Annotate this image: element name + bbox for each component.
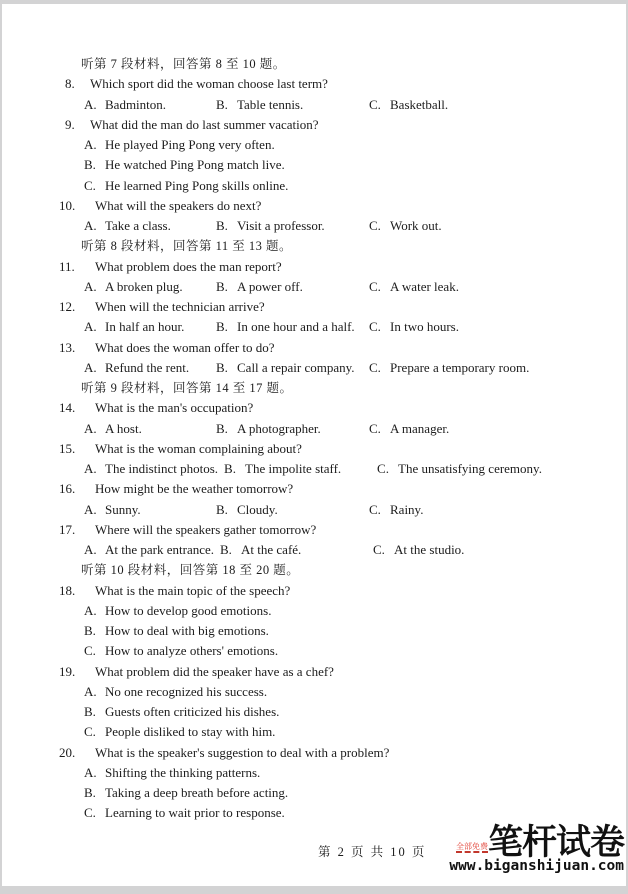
question-text: What is the speaker's suggestion to deal with a problem? — [95, 744, 390, 760]
question-text: What is the main topic of the speech? — [95, 582, 291, 598]
option — [216, 216, 369, 236]
option-text: At the café. — [241, 542, 302, 557]
questions-area — [2, 54, 626, 824]
question-text: How might be the weather tomorrow? — [95, 481, 294, 497]
option-text: Work out. — [390, 218, 442, 233]
option-label: C. — [84, 177, 96, 193]
question-number: 14. — [59, 400, 76, 416]
option-label: B. — [220, 542, 232, 557]
option-text: In two hours. — [390, 319, 459, 335]
option-label: B. — [216, 359, 228, 375]
option-label: B. — [216, 278, 228, 294]
option-text: Learning to wait prior to response. — [105, 805, 285, 821]
option — [224, 459, 377, 479]
option-text: No one recognized his success. — [105, 683, 268, 699]
option-text: How to deal with big emotions. — [105, 623, 269, 638]
question-number: 15. — [59, 440, 76, 456]
option-text: Table tennis. — [237, 96, 304, 112]
option-label: A. — [84, 461, 97, 476]
option-text: The indistinct photos. — [105, 461, 219, 476]
option — [377, 459, 548, 479]
option — [369, 317, 465, 337]
question-line — [2, 479, 626, 499]
option-label: C. — [84, 643, 96, 659]
option-label: B. — [216, 319, 228, 335]
option-row — [2, 216, 626, 236]
option — [84, 358, 216, 378]
question-text: Which sport did the woman choose last term? — [90, 76, 328, 92]
page-number: 第 2 页 共 10 页 — [318, 845, 427, 859]
option — [2, 783, 626, 803]
option — [369, 500, 429, 520]
option — [2, 621, 626, 641]
option — [2, 641, 626, 661]
option-row — [2, 358, 626, 378]
brand-watermark — [449, 823, 624, 875]
option — [84, 277, 216, 297]
question-number: 13. — [59, 339, 76, 355]
option-label: B. — [84, 704, 96, 719]
option-label: A. — [84, 683, 97, 699]
option — [369, 95, 454, 115]
option-text: At the park entrance. — [105, 542, 215, 557]
question-text: What is the man's occupation? — [95, 400, 254, 416]
option-label: A. — [84, 764, 97, 780]
option-label: A. — [84, 137, 97, 152]
option — [2, 601, 626, 621]
option-text: Basketball. — [390, 96, 449, 112]
option-label: A. — [84, 218, 97, 233]
option-text: He learned Ping Pong skills online. — [105, 177, 289, 193]
question-line — [2, 520, 626, 540]
option-row — [2, 277, 626, 297]
option-text: He played Ping Pong very often. — [105, 137, 275, 152]
question-text: When will the technician arrive? — [95, 299, 265, 314]
section-instruction: 听第 7 段材料，回答第 8 至 10 题。 — [81, 57, 286, 71]
option — [2, 763, 626, 783]
option-text: Shifting the thinking patterns. — [105, 764, 261, 780]
option-label: B. — [216, 420, 228, 436]
question-number: 10. — [59, 197, 76, 213]
option-text: A water leak. — [390, 278, 459, 294]
option-label: B. — [84, 157, 96, 173]
question-line — [2, 74, 626, 94]
option — [216, 419, 369, 439]
section-instruction: 听第 10 段材料，回答第 18 至 20 题。 — [81, 563, 300, 578]
option-label: B. — [216, 96, 228, 112]
option-text: Cloudy. — [237, 501, 278, 517]
option — [369, 277, 465, 297]
option-label: A. — [84, 319, 97, 335]
question-line — [2, 297, 626, 317]
option — [2, 682, 626, 702]
question-line — [2, 398, 626, 418]
option-label: C. — [369, 218, 381, 233]
option — [84, 317, 216, 337]
option — [216, 95, 369, 115]
option-text: Prepare a temporary room. — [390, 359, 530, 375]
option-label: C. — [369, 96, 381, 112]
question-line — [2, 439, 626, 459]
question-text: What problem does the man report? — [95, 258, 282, 274]
question-number: 11. — [59, 258, 75, 274]
option-label: C. — [84, 724, 96, 740]
option-label: A. — [84, 602, 97, 618]
question-text: What did the man do last summer vacation? — [90, 116, 319, 132]
option — [2, 176, 626, 196]
option — [369, 358, 535, 378]
question-text: What does the woman offer to do? — [95, 339, 275, 355]
option-label: C. — [369, 420, 381, 436]
option — [84, 500, 216, 520]
question-text: What is the woman complaining about? — [95, 440, 302, 456]
option — [84, 540, 220, 560]
question-text: Where will the speakers gather tomorrow? — [95, 521, 317, 537]
option-label: A. — [84, 420, 97, 436]
option-text: Taking a deep breath before acting. — [105, 785, 289, 800]
option — [216, 317, 369, 337]
option-row — [2, 419, 626, 439]
option-label: C. — [369, 501, 381, 517]
option — [216, 277, 369, 297]
watermark-tagline: 全部免费 — [456, 842, 488, 854]
option — [369, 216, 448, 236]
option-label: B. — [216, 501, 228, 517]
option-text: Visit a professor. — [237, 218, 325, 233]
page-footer — [318, 842, 426, 860]
question-number: 17. — [59, 521, 76, 537]
option-text: The impolite staff. — [245, 461, 342, 476]
question-number: 20. — [59, 744, 76, 760]
option-text: Rainy. — [390, 501, 424, 517]
question-text: What will the speakers do next? — [95, 197, 262, 213]
option — [2, 135, 626, 155]
option-text: How to analyze others' emotions. — [105, 643, 279, 659]
option-text: How to develop good emotions. — [105, 602, 272, 618]
option-label: C. — [369, 359, 381, 375]
question-line — [2, 662, 626, 682]
option-row — [2, 95, 626, 115]
option — [84, 419, 216, 439]
question-line — [2, 115, 626, 135]
question-text: What problem did the speaker have as a chef? — [95, 663, 334, 679]
option — [84, 95, 216, 115]
question-line — [2, 743, 626, 763]
option-row — [2, 500, 626, 520]
question-number: 9. — [65, 116, 75, 132]
option-label: B. — [216, 218, 228, 233]
option-text: In half an hour. — [105, 319, 185, 335]
option-row — [2, 540, 626, 560]
option — [369, 419, 455, 439]
question-line — [2, 257, 626, 277]
question-line — [2, 338, 626, 358]
option-text: A host. — [105, 420, 142, 436]
option — [216, 358, 369, 378]
question-line — [2, 196, 626, 216]
option-text: Sunny. — [105, 501, 141, 517]
option-label: C. — [373, 542, 385, 557]
question-number: 18. — [59, 582, 76, 598]
option-text: A power off. — [237, 278, 303, 294]
option-label: A. — [84, 542, 97, 557]
option-label: A. — [84, 96, 97, 112]
watermark-url: www.biganshijuan.com — [449, 858, 624, 875]
option-text: A broken plug. — [105, 278, 183, 294]
watermark-top-row — [449, 823, 624, 862]
option-text: In one hour and a half. — [237, 319, 355, 335]
question-number: 16. — [59, 481, 76, 497]
option-text: Call a repair company. — [237, 359, 355, 375]
option-text: He watched Ping Pong match live. — [105, 157, 285, 173]
option — [2, 702, 626, 722]
question-line — [2, 581, 626, 601]
option-label: C. — [369, 278, 381, 294]
option-label: A. — [84, 278, 97, 294]
option-text: The unsatisfying ceremony. — [398, 461, 542, 476]
option-label: C. — [377, 461, 389, 476]
option-row — [2, 317, 626, 337]
option-label: B. — [224, 461, 236, 476]
option — [2, 722, 626, 742]
question-number: 12. — [59, 299, 76, 314]
option-label: A. — [84, 359, 97, 375]
option-row — [2, 459, 626, 479]
question-number: 8. — [65, 76, 75, 92]
option-text: A manager. — [390, 420, 450, 436]
exam-page — [2, 4, 626, 886]
watermark-brand-text: 笔杆试卷 — [487, 823, 624, 862]
option — [216, 500, 369, 520]
option — [2, 803, 626, 823]
option-text: Take a class. — [105, 218, 171, 233]
option — [220, 540, 373, 560]
option-label: B. — [84, 623, 96, 638]
section-instruction: 听第 9 段材料，回答第 14 至 17 题。 — [81, 381, 293, 395]
option-text: A photographer. — [237, 420, 321, 436]
section-instruction: 听第 8 段材料，回答第 11 至 13 题。 — [81, 239, 293, 254]
option-text: People disliked to stay with him. — [105, 724, 276, 740]
option-label: C. — [369, 319, 381, 335]
option — [84, 459, 224, 479]
option-label: C. — [84, 805, 96, 821]
option-text: Refund the rent. — [105, 359, 190, 375]
option-label: A. — [84, 501, 97, 517]
option-text: At the studio. — [394, 542, 465, 557]
option-text: Guests often criticized his dishes. — [105, 704, 280, 719]
option-label: B. — [84, 785, 96, 800]
option — [2, 155, 626, 175]
option — [373, 540, 470, 560]
option-text: Badminton. — [105, 96, 167, 112]
question-number: 19. — [59, 663, 76, 679]
option — [84, 216, 216, 236]
